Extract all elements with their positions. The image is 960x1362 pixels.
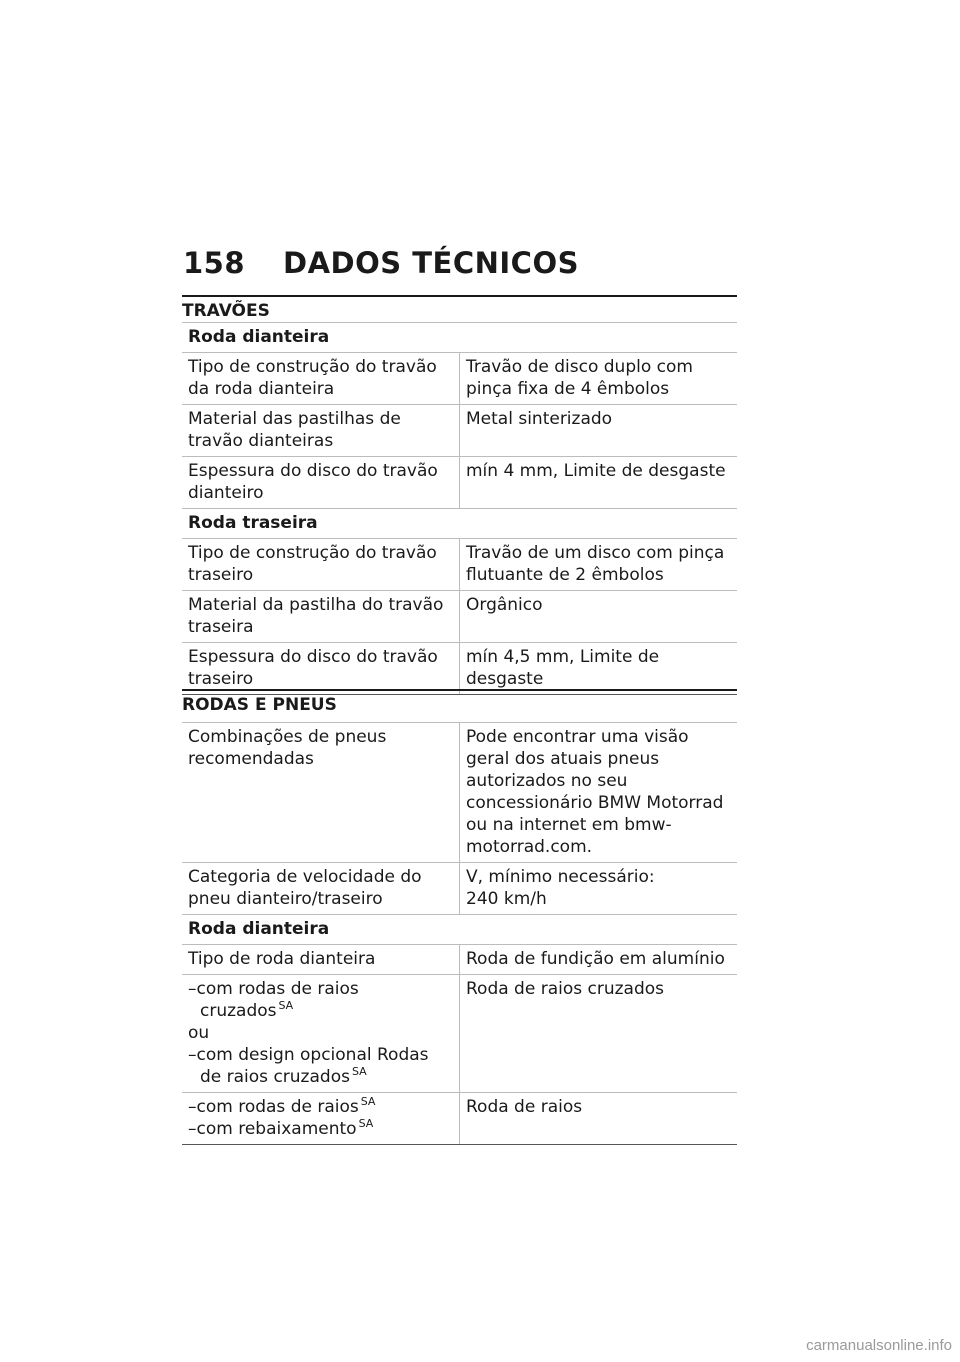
- row-value: Metal sinterizado: [460, 405, 738, 457]
- row-label: Espessura do disco do travão dianteiro: [182, 457, 460, 509]
- table-row: [182, 591, 737, 643]
- sa-marker: SA: [351, 1065, 367, 1078]
- table-row: [182, 353, 737, 405]
- row-label: Espessura do disco do travão traseiro: [182, 643, 460, 695]
- row-label: Tipo de roda dianteira: [182, 945, 460, 975]
- option-text: –com design opcional Rodas de raios cruzados: [188, 1045, 429, 1087]
- table-row: [182, 723, 737, 863]
- group-label: Roda dianteira: [182, 915, 737, 945]
- row-value: Travão de disco duplo com pinça fixa de 4 êmbolos: [460, 353, 738, 405]
- table-row: [182, 945, 737, 975]
- wheels-table: [182, 723, 737, 1145]
- option-text: –com rebaixamento: [188, 1119, 357, 1139]
- table-row: [182, 643, 737, 695]
- row-value-line: 240 km/h: [466, 889, 547, 909]
- row-label: Categoria de velocidade do pneu dianteiro/traseiro: [182, 863, 460, 915]
- table-row: [182, 863, 737, 915]
- row-label: Tipo de construção do travão da roda dianteira: [182, 353, 460, 405]
- option-line: [188, 978, 453, 1022]
- row-value: Roda de raios: [460, 1093, 738, 1145]
- table-group-row: [182, 509, 737, 539]
- row-label: [182, 975, 460, 1093]
- row-value: mín 4 mm, Limite de desgaste: [460, 457, 738, 509]
- row-value: mín 4,5 mm, Limite de desgaste: [460, 643, 738, 695]
- row-label: Material das pastilhas de travão dianteiras: [182, 405, 460, 457]
- or-text: ou: [188, 1023, 210, 1043]
- section-title-brakes: TRAVÕES: [182, 295, 737, 323]
- row-value: Orgânico: [460, 591, 738, 643]
- table-row: [182, 457, 737, 509]
- option-line: [188, 1118, 453, 1140]
- option-line: [188, 1044, 453, 1088]
- sa-marker: SA: [358, 1117, 374, 1130]
- option-text: –com rodas de raios: [188, 1097, 359, 1117]
- table-group-row: [182, 323, 737, 353]
- row-label: Material da pastilha do travão traseira: [182, 591, 460, 643]
- sa-marker: SA: [278, 999, 294, 1012]
- row-label: Tipo de construção do travão traseiro: [182, 539, 460, 591]
- row-value-line: V, mínimo necessário:: [466, 867, 655, 887]
- table-row: [182, 975, 737, 1093]
- table-group-row: [182, 915, 737, 945]
- watermark: carmanualsonline.info: [806, 1337, 952, 1354]
- row-value: Roda de fundição em alumínio: [460, 945, 738, 975]
- group-label: Roda traseira: [182, 509, 737, 539]
- row-value: Roda de raios cruzados: [460, 975, 738, 1093]
- row-value: Pode encontrar uma visão geral dos atuais pneus autorizados no seu concessionário BMW Motorrad ou na internet em bmw-motorrad.com.: [460, 723, 738, 863]
- section-title-wheels: RODAS E PNEUS: [182, 689, 737, 723]
- brakes-section: [182, 295, 737, 695]
- row-label: Combinações de pneus recomendadas: [182, 723, 460, 863]
- page-number: 158: [183, 246, 246, 280]
- option-line: [188, 1096, 453, 1118]
- page-title: DADOS TÉCNICOS: [283, 246, 579, 280]
- option-text: –com rodas de raios cruzados: [188, 979, 359, 1021]
- group-label: Roda dianteira: [182, 323, 737, 353]
- wheels-section: [182, 689, 737, 1145]
- row-value: [460, 863, 738, 915]
- table-row: [182, 405, 737, 457]
- table-row: [182, 1093, 737, 1145]
- row-label: [182, 1093, 460, 1145]
- table-row: [182, 539, 737, 591]
- sa-marker: SA: [360, 1095, 376, 1108]
- brakes-table: [182, 323, 737, 695]
- row-value: Travão de um disco com pinça flutuante de 2 êmbolos: [460, 539, 738, 591]
- page-header: [183, 246, 579, 280]
